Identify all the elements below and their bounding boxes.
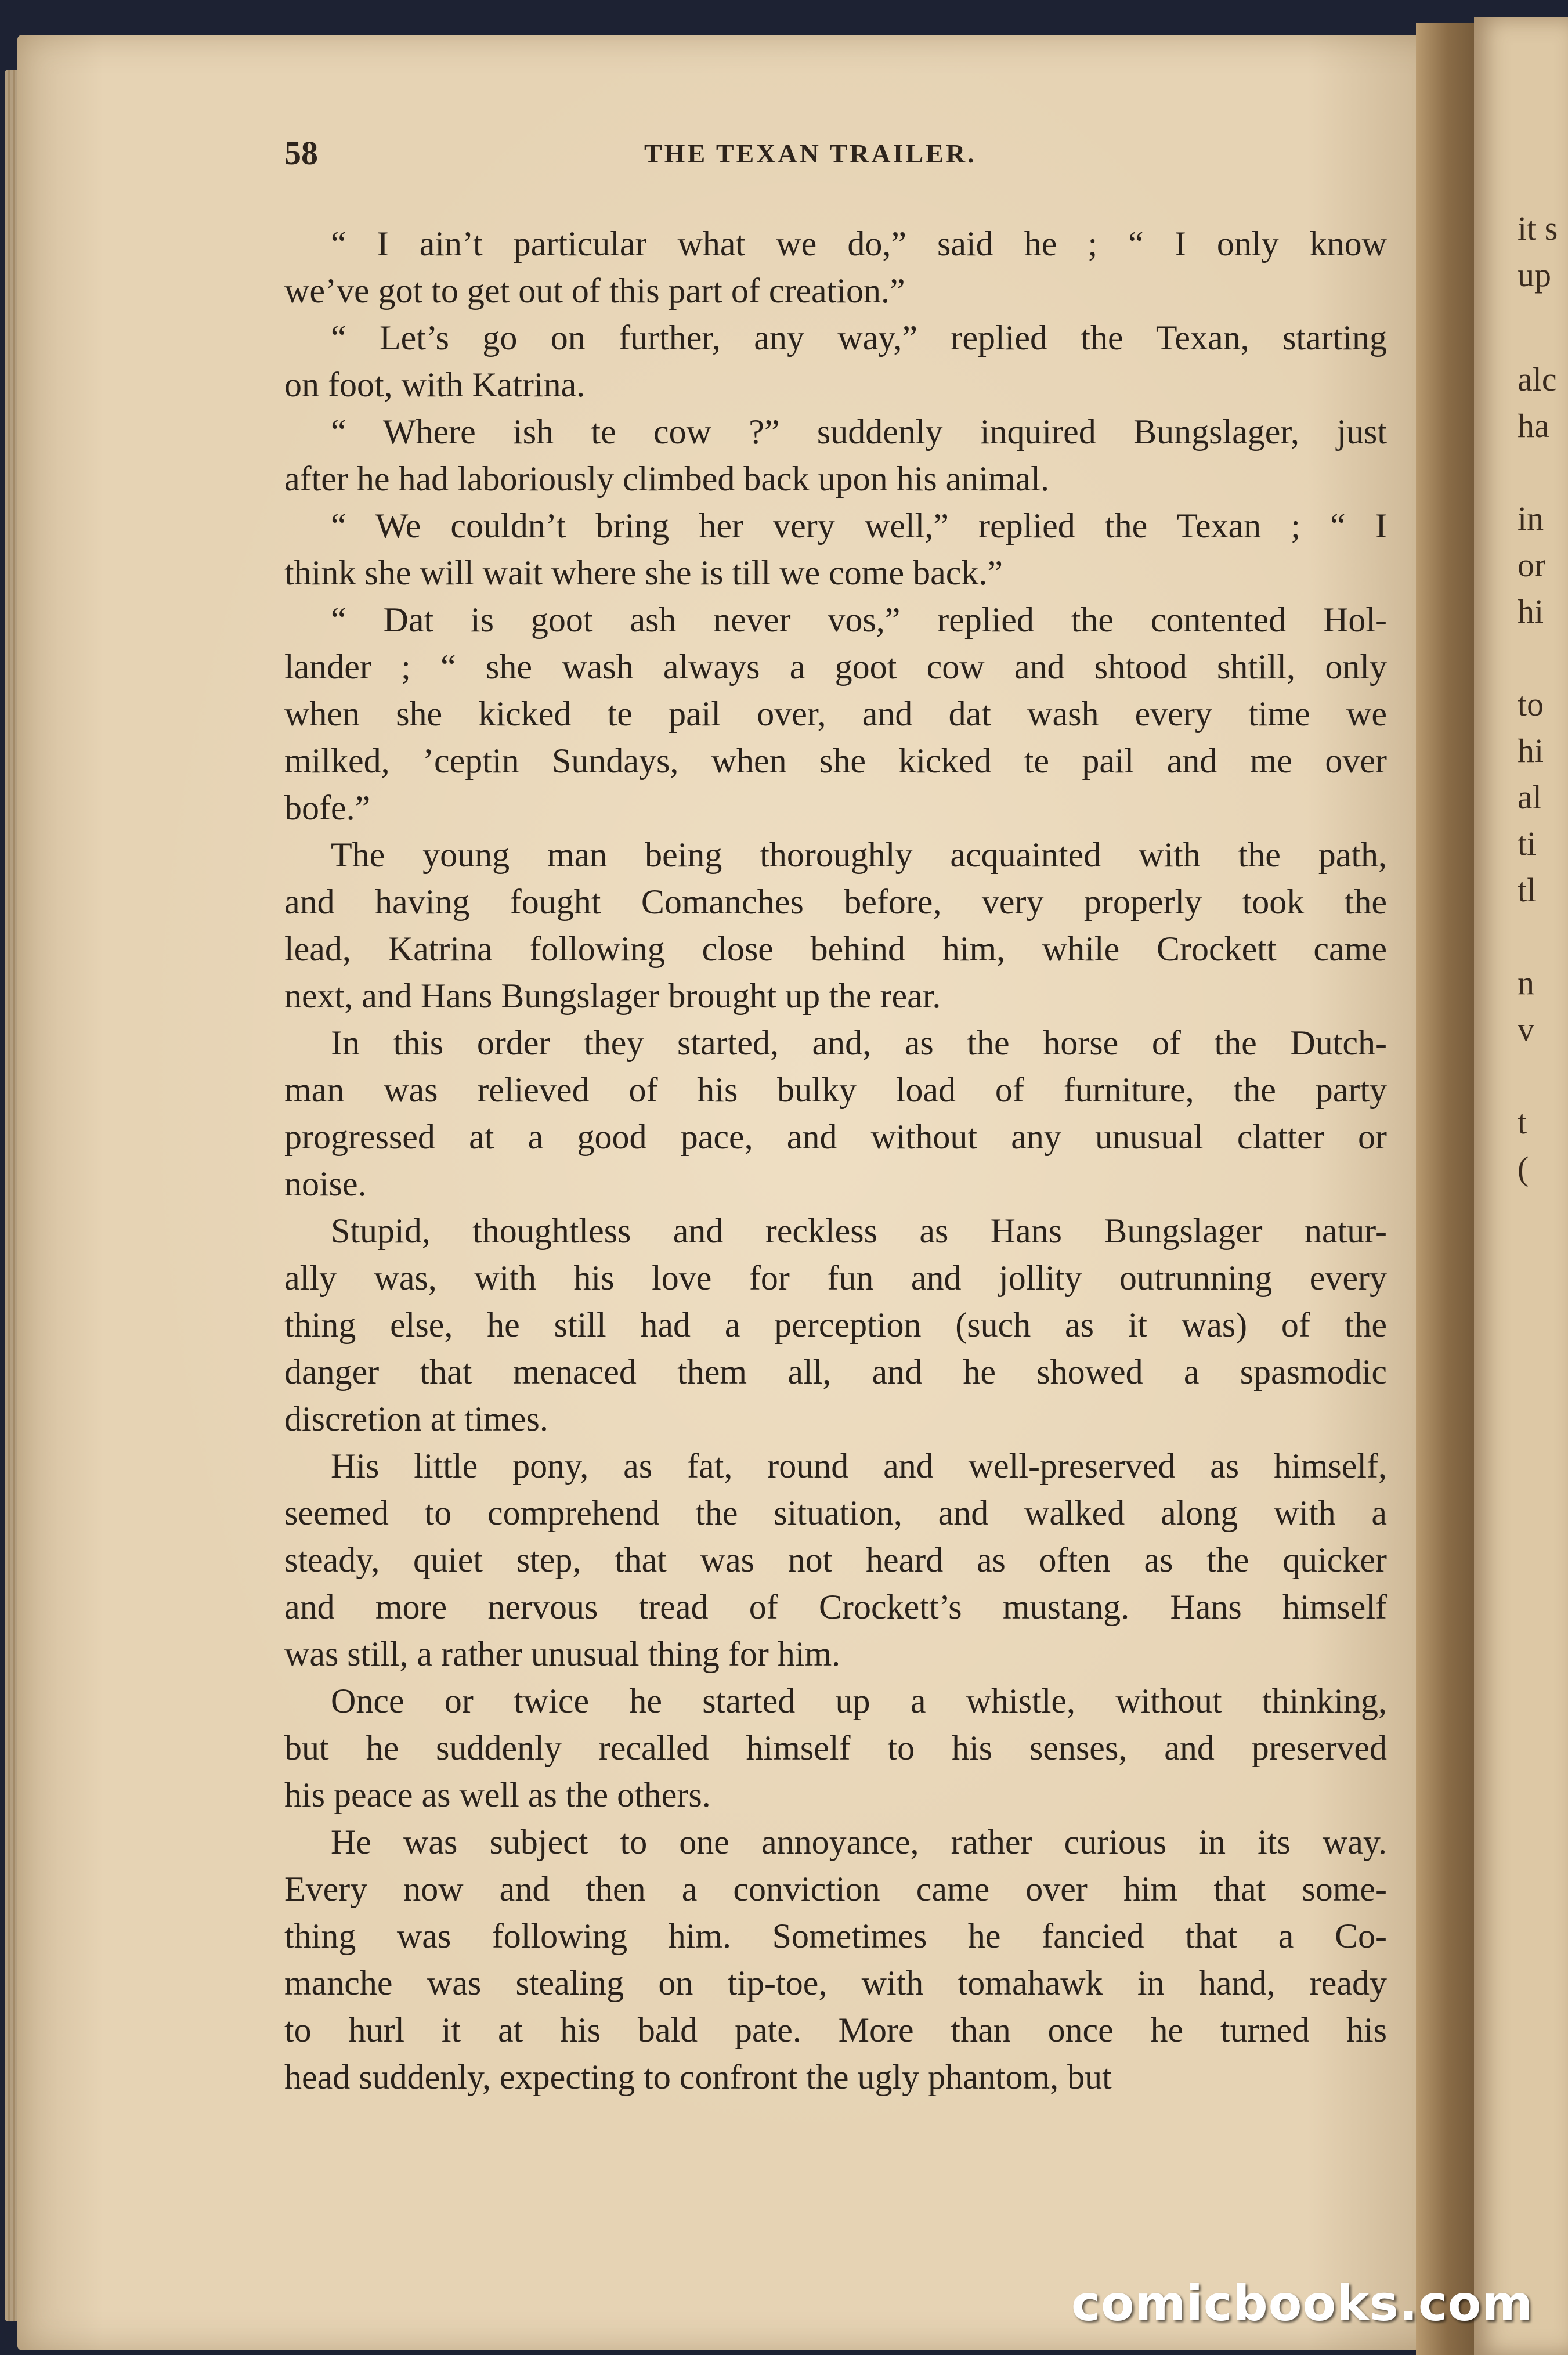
text-line: “ Dat is goot ash never vos,” replied the contented Hol- (331, 601, 1387, 639)
text-line: Once or twice he started up a whistle, without thinking, (331, 1682, 1387, 1720)
paragraph (284, 221, 1387, 315)
text-line: his peace as well as the others. (284, 1776, 711, 1814)
text-line: discretion at times. (284, 1400, 548, 1438)
text-line: lander ; “ she wash always a goot cow and shtood shtill, only (284, 648, 1387, 686)
facing-page-fragment: v (1518, 1010, 1534, 1048)
facing-page-fragment: up (1518, 256, 1551, 294)
text-line: seemed to comprehend the situation, and walked along with a (284, 1494, 1387, 1532)
text-line: was still, a rather unusual thing for him. (284, 1635, 841, 1673)
text-line: when she kicked te pail over, and dat wash every time we (284, 695, 1387, 733)
facing-page-fragment: hi (1518, 732, 1544, 770)
text-line: “ I ain’t particular what we do,” said he ; “ I only know (331, 225, 1387, 263)
page-number: 58 (284, 134, 318, 172)
page-header (284, 133, 1387, 174)
text-line: In this order they started, and, as the horse of the Dutch- (331, 1024, 1387, 1062)
text-line: danger that menaced them all, and he showed a spasmodic (284, 1353, 1387, 1391)
text-line: and more nervous tread of Crockett’s mustang. Hans himself (284, 1588, 1387, 1626)
facing-page-fragment: it s (1518, 210, 1558, 247)
text-line: manche was stealing on tip-toe, with tomahawk in hand, ready (284, 1964, 1387, 2002)
text-line: thing else, he still had a perception (such as it was) of the (284, 1306, 1387, 1344)
paragraph (284, 1443, 1387, 1678)
text-line: on foot, with Katrina. (284, 366, 586, 404)
text-line: bofe.” (284, 789, 371, 827)
running-head: THE TEXAN TRAILER. (644, 139, 977, 168)
facing-page-fragment: in (1518, 500, 1544, 537)
text-line: think she will wait where she is till we come back.” (284, 554, 1003, 592)
paragraph (284, 315, 1387, 409)
text-line: “ Let’s go on further, any way,” replied the Texan, starting (331, 319, 1387, 357)
text-line: “ Where ish te cow ?” suddenly inquired Bungslager, just (331, 413, 1387, 451)
facing-page-fragment: ( (1518, 1150, 1529, 1187)
text-line: The young man being thoroughly acquainted with the path, (331, 836, 1387, 874)
text-line: ally was, with his love for fun and jollity outrunning every (284, 1259, 1387, 1297)
facing-page-fragment: t (1518, 1103, 1527, 1141)
text-line: Stupid, thoughtless and reckless as Hans Bungslager natur- (331, 1212, 1387, 1250)
text-line: “ We couldn’t bring her very well,” replied the Texan ; “ I (331, 507, 1387, 545)
paragraph (284, 1678, 1387, 1819)
text-line: next, and Hans Bungslager brought up the rear. (284, 977, 941, 1015)
facing-page-fragment: ha (1518, 407, 1549, 445)
paragraph (284, 503, 1387, 597)
text-line: after he had laboriously climbed back upon his animal. (284, 460, 1049, 498)
paragraph (284, 1819, 1387, 2101)
text-line: but he suddenly recalled himself to his senses, and preserved (284, 1729, 1387, 1767)
facing-page-fragment: al (1518, 778, 1542, 816)
paragraph (284, 597, 1387, 832)
text-line: lead, Katrina following close behind him, while Crockett came (284, 930, 1387, 968)
watermark: comicbooks.com (1071, 2275, 1533, 2332)
text-line: Every now and then a conviction came over him that some- (284, 1870, 1387, 1908)
paragraph (284, 409, 1387, 503)
text-line: steady, quiet step, that was not heard as often as the quicker (284, 1541, 1387, 1579)
body-text (284, 221, 1387, 2101)
text-line: progressed at a good pace, and without any unusual clatter or (284, 1118, 1387, 1156)
text-line: man was relieved of his bulky load of furniture, the party (284, 1071, 1387, 1109)
facing-page-fragment: to (1518, 685, 1544, 723)
text-line: thing was following him. Sometimes he fancied that a Co- (284, 1917, 1387, 1955)
text-line: and having fought Comanches before, very properly took the (284, 883, 1387, 921)
facing-page-fragment: alc (1518, 360, 1557, 398)
facing-page-fragment: hi (1518, 593, 1544, 630)
text-line: to hurl it at his bald pate. More than once he turned his (284, 2011, 1387, 2049)
paragraph (284, 1208, 1387, 1443)
paragraph (284, 1020, 1387, 1208)
facing-page-fragment: tl (1518, 871, 1537, 909)
text-line: His little pony, as fat, round and well-preserved as himself, (331, 1447, 1387, 1485)
text-line: milked, ’ceptin Sundays, when she kicked te pail and me over (284, 742, 1387, 780)
text-line: head suddenly, expecting to confront the ugly phantom, but (284, 2058, 1112, 2096)
facing-page-fragment: ti (1518, 825, 1537, 862)
text-line: we’ve got to get out of this part of creation.” (284, 272, 905, 310)
paragraph (284, 832, 1387, 1020)
facing-page-fragment: or (1518, 546, 1546, 584)
text-line: noise. (284, 1165, 367, 1203)
text-line: He was subject to one annoyance, rather curious in its way. (331, 1823, 1387, 1861)
facing-page-fragment: n (1518, 964, 1534, 1002)
